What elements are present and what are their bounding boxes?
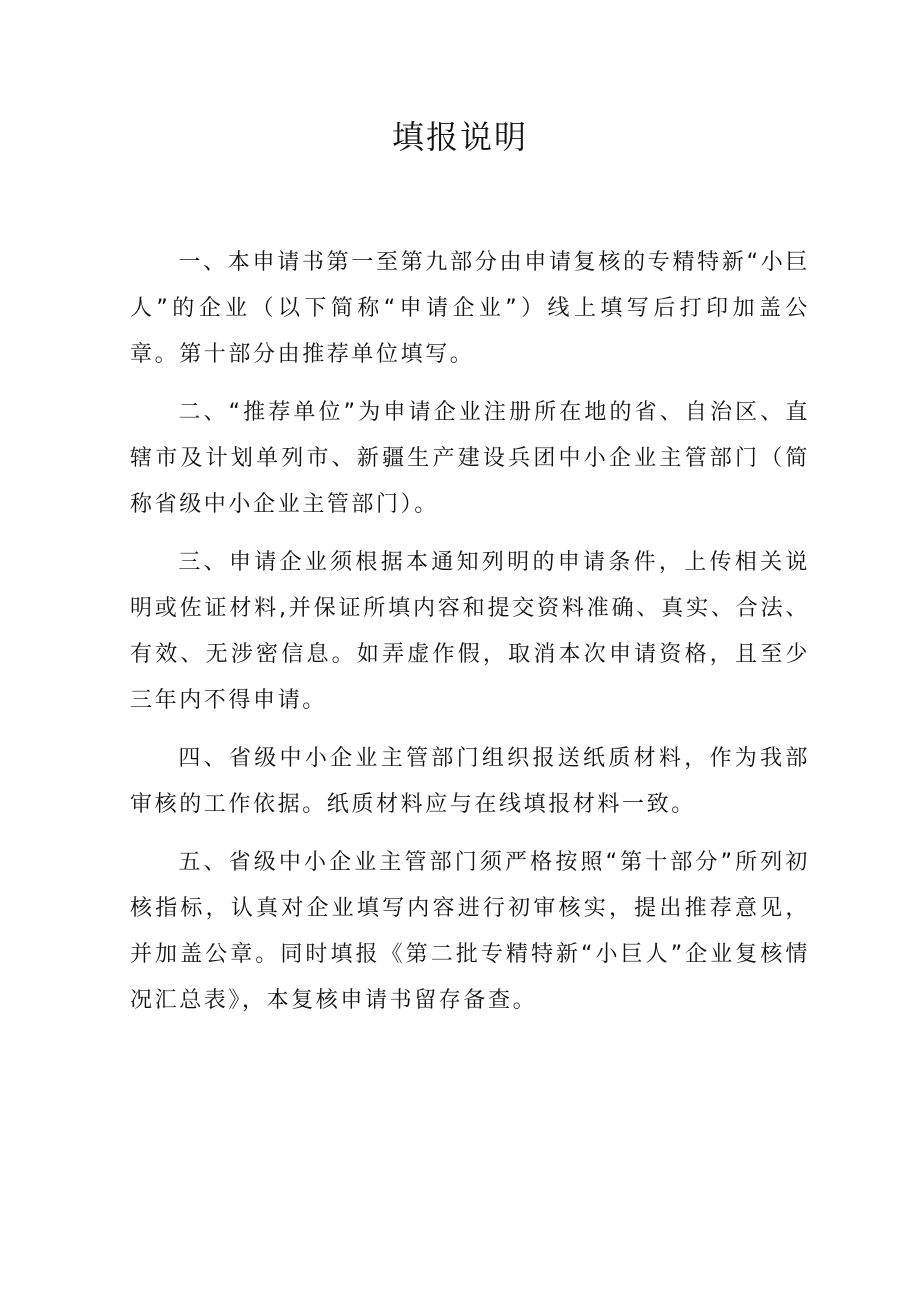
instruction-paragraph-3: 三、申请企业须根据本通知列明的申请条件，上传相关说明或佐证材料,并保证所填内容和提交资料准确、真实、合法、有效、无涉密信息。如弄虚作假，取消本次申请资格，且至少三年内不得申请。 bbox=[130, 550, 810, 713]
page-title: 填报说明 bbox=[391, 118, 528, 156]
instruction-paragraph-4: 四、省级中小企业主管部门组织报送纸质材料，作为我部审核的工作依据。纸质材料应与在线填报材料一致。 bbox=[130, 746, 810, 817]
instruction-paragraph-5: 五、省级中小企业主管部门须严格按照“第十部分”所列初核指标，认真对企业填写内容进行初审核实，提出推荐意见，并加盖公章。同时填报《第二批专精特新“小巨人”企业复核情况汇总表》，本复核申请书留存备查。 bbox=[130, 850, 810, 1013]
instruction-paragraph-1: 一、本申请书第一至第九部分由申请复核的专精特新“小巨人”的企业（以下简称“申请企业”）线上填写后打印加盖公章。第十部分由推荐单位填写。 bbox=[130, 250, 810, 367]
instruction-paragraph-2: 二、“推荐单位”为申请企业注册所在地的省、自治区、直辖市及计划单列市、新疆生产建设兵团中小企业主管部门（简称省级中小企业主管部门）。 bbox=[130, 400, 810, 517]
instructions-body bbox=[130, 240, 810, 1036]
